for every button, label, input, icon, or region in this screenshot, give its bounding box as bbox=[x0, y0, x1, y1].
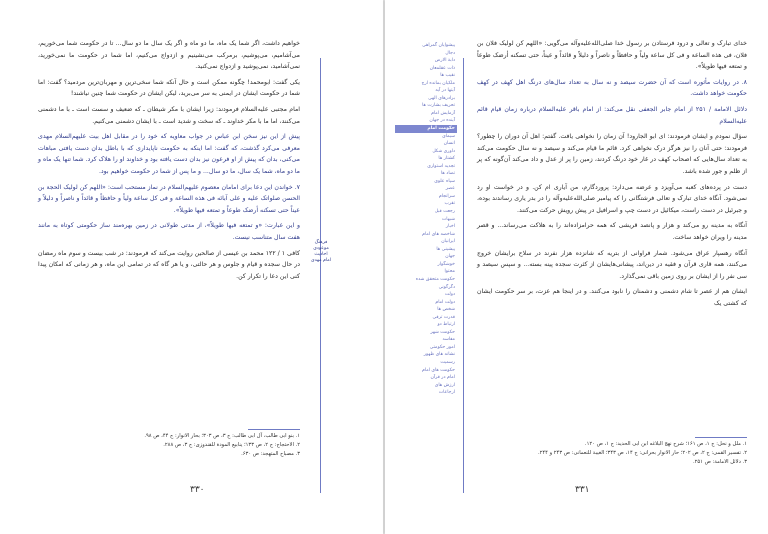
toc-item[interactable]: سپاه علوی bbox=[434, 178, 455, 184]
toc-item[interactable]: ملکیان بمانده ارج bbox=[421, 80, 455, 86]
right-margin-rule bbox=[463, 58, 464, 493]
toc-item[interactable]: محتوا bbox=[444, 269, 455, 275]
toc-item[interactable]: حکومت شهر bbox=[430, 329, 455, 335]
toc-item[interactable]: برادرهای الهی bbox=[428, 95, 455, 101]
right-footnotes bbox=[477, 440, 747, 467]
toc-item[interactable]: کشتار ها bbox=[438, 156, 455, 162]
left-footnote-rule bbox=[248, 429, 300, 430]
toc-item[interactable]: شاخصه های امام bbox=[422, 231, 455, 237]
left-page-body bbox=[38, 38, 300, 286]
toc-item[interactable]: دولت bbox=[444, 292, 455, 298]
paragraph: ۸. در روایات مأثوره است که آن حضرت سیصد و نه سال به تعداد سال‌های درنگ اهل کهف در کهف حکومت خواهد داشت. bbox=[477, 78, 747, 98]
right-page bbox=[385, 0, 768, 534]
toc-item[interactable]: آیتها در آیه bbox=[435, 88, 455, 94]
toc-item[interactable]: آزمایش امام bbox=[431, 110, 455, 116]
toc-item[interactable]: امور حکومتی bbox=[429, 344, 455, 350]
toc-item[interactable]: ذات عقلمعان bbox=[429, 65, 455, 71]
left-page-number: ۳۳۰ bbox=[190, 485, 205, 495]
paragraph: یکی گفت: ابومحمد! چگونه ممکن است و حال آنکه شما سخی‌ترین و مهربان‌ترین مردمید؟ گفت: اما شما در حکومت ایشان در ایمنی به سر می‌برید، لیکن ایشان در حکومت شما چنین نیاشند! bbox=[38, 78, 300, 98]
left-footnotes bbox=[38, 432, 300, 459]
toc-item[interactable]: انسان bbox=[443, 141, 455, 147]
side-label-line: امام مهدی bbox=[310, 258, 332, 263]
paragraph: امام مجتبی علیه‌السلام فرمودند: زیرا ایشان با مکر شیطان ـ که ضعیف و سست است ـ با ما دشمنی می‌کنند، اما ما با مکر خداوند ـ که سخت و شدید است ـ با ایشان دشمنی می‌کنیم. bbox=[38, 105, 300, 125]
toc-item[interactable]: ارجاعات bbox=[438, 390, 455, 396]
toc-item[interactable]: آینده در جهان bbox=[429, 118, 455, 124]
paragraph: آنگاه به مدینه رو می‌کند و هزار و پانصد قریشی که همه حرامزاده‌اند را به هلاکت می‌رساند... و قصر مدینه را ویران خواهد ساخت. bbox=[477, 222, 747, 241]
right-page-number: ۳۳۱ bbox=[575, 485, 590, 495]
paragraph: خدای تبارک و تعالی و درود فرستادن بر رسول خدا صلی‌الله‌علیه‌وآله می‌گویی: «اللهم کن لولیک فلان بن فلان، فی هذه الساعة و فی کل ساعة ولیاً و حافظاً و ناصراً و دلیلاً و قائداً و عیناً، حتی تسکنه أرضک طوعاً و تمتعه فیها طویلاً». bbox=[477, 40, 747, 71]
toc-item[interactable]: پیشینی ها bbox=[436, 246, 455, 252]
toc-item[interactable]: ایرانیان bbox=[441, 239, 455, 245]
side-label-line: موعودی bbox=[313, 246, 329, 251]
toc-item[interactable]: شخص ها bbox=[437, 307, 455, 313]
toc-item[interactable]: امام در قرآن bbox=[430, 375, 455, 381]
paragraph: پیش از این نیز سخن ابن عباس در جواب معاویه که خود را در مقابل اهل بیت علیهم‌السلام مهدی معرفی می‌کرد گذشت، که گفت: اما اینکه به حکومت ناپایداری که با باطل بدان دست یافتی مباهات می‌کنی، بدان که پیش از او فرعون نیز بدان دست یافته بود و خداوند او را هلاک کرد. شما تنها یک ماه و ما دو ماه، شما یک سال، ما دو سال... و ما پس از شما در حکومت خواهیم بود. bbox=[38, 133, 300, 175]
paragraph: آنگاه رهسپار عراق می‌شود. شمار فراوانی از بتریه که شانزده هزار نفرند در سلاح برایشان خروج می‌کنند، همه قاری قرآن و فقیه در دین‌اند، پیشانی‌هایشان از کثرت سجده پینه بسته... و سپس سیصد و سی نفر را از ایشان بر روی زمین باقی نمی‌گذارد. bbox=[477, 249, 747, 280]
toc-item[interactable]: تضاد ها bbox=[441, 171, 455, 177]
toc-item[interactable]: اخبار bbox=[445, 224, 455, 230]
toc-item[interactable]: ارتباط دو bbox=[437, 322, 455, 328]
footnote: ۲. تفسیر القمی: ج ۲، ص ۲۰۲؛ حار الانوار بحرانی: ج ۱۴، ص ۳۴۳؛ الغیبة للنعمانی: ص ۲۴۳ و ۲۴۴. bbox=[537, 450, 747, 456]
paragraph: ۷. خواندن این دعا برای امامان معصوم علیهم‌السلام در نماز مستحب است: «اللهم کن لولیک الحجة بن الحسن صلواتک علیه و علی آبائه فی هذه الساعة و فی کل ساعة ولیاً و حافظاً و قائداً و ناصراً و دلیلاً و عیناً حتی تسکنه أرضک طوعاً و تمتعه فیها طویلاً». bbox=[38, 183, 300, 214]
toc-item[interactable]: تحریف بشارت ها bbox=[422, 103, 455, 109]
side-label-line: احادیث bbox=[314, 252, 328, 257]
paragraph: ایشان هم از عصر تا شام دشمنی و دشمنان را نابود می‌کنند. و در اینجا هم عزت، بر سر حکومت ایشان که کشتی یک bbox=[477, 288, 747, 307]
paragraph: خواهیم داشت، اگر شما یک ماه، ما دو ماه و اگر یک سال ما دو سال... تا در حکومت شما می‌خوریم، می‌آشامیم، می‌پوشیم، برمرکب می‌نشینیم و ازدواج می‌کنیم، اما شما در حکومت ما نمی‌خورید، نمی‌آشامید، نمی‌پوشید و ازدواج نمی‌کنید. bbox=[38, 40, 300, 71]
toc-item[interactable]: عصر bbox=[445, 186, 455, 192]
chapter-toc bbox=[395, 42, 457, 397]
toc-item-active[interactable]: حکومت امام bbox=[395, 125, 457, 133]
toc-item[interactable]: قدرت ترقی bbox=[432, 314, 455, 320]
toc-item[interactable]: شبهات bbox=[441, 216, 455, 222]
toc-item[interactable]: تقرب bbox=[444, 201, 455, 207]
footnote: ۱. بنو ابی طالب، آل ابی طالب: ج ۳، ص ۳۰۳؛ بحار الانوار: ج ۴۴، ص ۹۸. bbox=[144, 433, 300, 439]
toc-item[interactable]: دابة الارض bbox=[434, 58, 455, 64]
paragraph: کافی ۱ / ۱۲۲ محمد بن عیسی از صالحین روایت می‌کند که فرمودند: در شب بیست و سوم ماه رمضان در حال سجده و قیام و جلوس و هر حالتی، و یا هر گاه که در تمامی این ماه، و هر زمانی که امکان پیدا کنی این دعا را تکرار کن. bbox=[38, 249, 300, 280]
paragraph: دست در پرده‌های کعبه می‌آویزد و عرضه می‌دارد: پروردگارم، من آیاری ام کن. و در خواست او رد نمی‌شود. آنگاه خدای تبارک و تعالی فرشتگانی را که پیامبر صلی‌الله‌علیه‌وآله را در بدر یاری رساندند بوده، و جبرئیل در دست راست، میکائیل در دست چپ و اسرافیل در پیش رویش حرکت می‌کنند. bbox=[477, 183, 747, 214]
footnote: ۱. ملل و نحل: ج ۱، ص ۱۶۱؛ شرح نهج البلاغه ابن ابی الحدید: ج ۱، ص ۱۲۰. bbox=[584, 441, 747, 447]
right-footnote-rule bbox=[695, 437, 747, 438]
toc-item[interactable]: ارزش های bbox=[434, 382, 455, 388]
toc-item[interactable]: خوشگوار bbox=[437, 261, 455, 267]
paragraph: دلائل الامامة / ۲۵۱ از امام جابر الجعفی نقل می‌کند: از امام باقر علیه‌السلام درباره زمان قیام قائم علیه‌السلام bbox=[477, 105, 747, 125]
toc-item[interactable]: دگرگونی bbox=[438, 284, 455, 290]
toc-item[interactable]: تجدید استواری bbox=[427, 163, 455, 169]
toc-item[interactable]: دجال bbox=[445, 50, 455, 56]
left-page bbox=[0, 0, 383, 534]
footnote: ۳. مصباح المتهجد: ص ۶۳۰. bbox=[241, 451, 300, 457]
left-side-label bbox=[304, 240, 338, 264]
toc-item[interactable]: حکومت های امام bbox=[421, 367, 455, 373]
toc-item[interactable]: دولت امام bbox=[435, 299, 455, 305]
toc-item[interactable]: مفاسد bbox=[442, 337, 455, 343]
toc-item[interactable]: سرانجام bbox=[438, 193, 455, 199]
toc-item[interactable]: رجعت قبل bbox=[434, 209, 455, 215]
toc-item[interactable]: نقیب ها bbox=[440, 73, 455, 79]
toc-item[interactable]: جهان bbox=[445, 254, 455, 260]
toc-item[interactable]: رسمیت bbox=[440, 359, 455, 365]
left-margin-rule bbox=[320, 58, 321, 493]
side-label-line: فرهنگ bbox=[314, 240, 328, 245]
toc-item[interactable]: سیمای bbox=[442, 133, 455, 139]
toc-item[interactable]: پیشوایان گمراهی bbox=[422, 43, 455, 48]
right-page-body bbox=[477, 38, 747, 313]
toc-item[interactable]: حکومت متحقق شده bbox=[415, 276, 455, 282]
paragraph: و این عبارت: «و تمتعه فیها طویلاً»، از مدتی طولانی در زمین بهره‌مند ساز حکومتی کوتاه به مانند هفت سال متناسب نیست. bbox=[38, 222, 300, 241]
paragraph: سؤال نمودم و ایشان فرمودند: ای ابو الجارود! آن زمان را نخواهی یافت. گفتم: اهل آن دوران را چطور؟ فرمودند: حتی آنان را نیز هرگز درک نخواهی کرد. قائم ما قیام می‌کند و سیصد و نه سال حکومت می‌کند به تعداد سال‌هایی که اصحاب کهف در غار خود درنگ کردند، زمین را پر از عدل و داد می‌کند آن‌گونه که پر از ظلم و جور شده باشد. bbox=[477, 133, 747, 175]
toc-item[interactable]: نشانه های ظهور bbox=[423, 352, 455, 358]
toc-item[interactable]: داوری شکل bbox=[432, 148, 455, 154]
footnote: ۳. دلائل الامامة: ص ۲۵۱. bbox=[692, 459, 747, 465]
footnote: ۲. الاحتجاج: ج ۲، ص ۱۳۳؛ ینابیع المودة للقندوزی: ج ۳، ص ۲۸۸. bbox=[163, 442, 300, 448]
